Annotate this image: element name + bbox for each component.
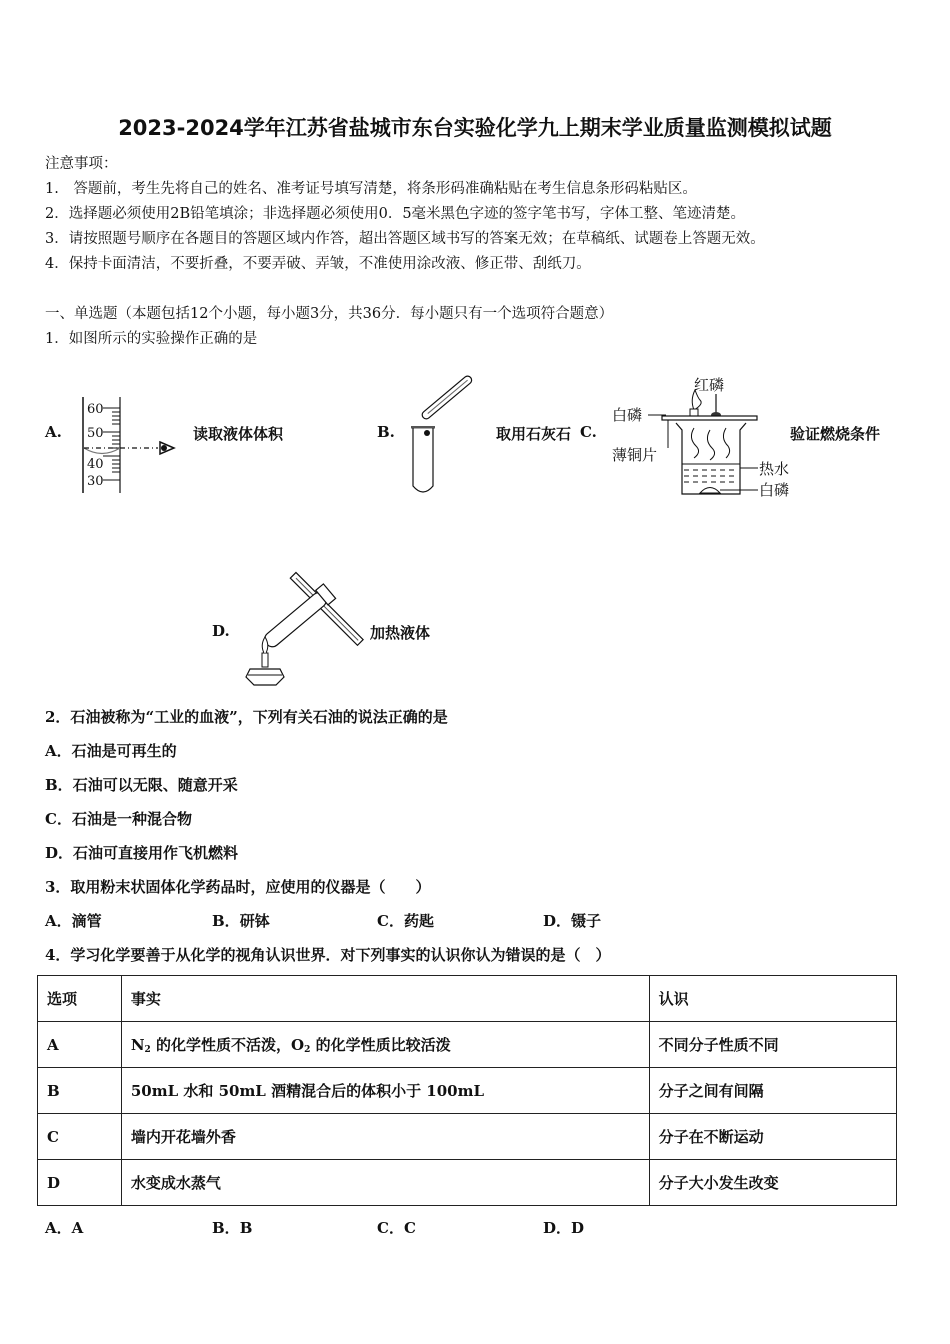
q4-option-c[interactable] bbox=[377, 1217, 416, 1238]
q4-option-a[interactable] bbox=[45, 1217, 83, 1238]
q3-stem: 3．取用粉末状固体化学药品时，应使用的仪器是（ ） bbox=[45, 878, 431, 896]
row-d-insight: 分子大小发生改变 bbox=[649, 1160, 896, 1206]
row-b-option: B bbox=[38, 1068, 122, 1114]
q4-option-d[interactable] bbox=[543, 1217, 584, 1238]
q3-option-b-label: B． bbox=[212, 912, 240, 930]
page-title: 2023-2024学年江苏省盐城市东台实验化学九上期末学业质量监测模拟试题 bbox=[118, 116, 832, 140]
q2-option-a-text: 石油是可再生的 bbox=[71, 742, 177, 760]
svg-text:60: 60 bbox=[87, 402, 104, 417]
test-tube-tweezers-icon bbox=[405, 368, 485, 498]
svg-text:薄铜片: 薄铜片 bbox=[612, 446, 658, 464]
q3-option-a-label: A． bbox=[45, 912, 72, 930]
notice-heading: 注意事项： bbox=[45, 156, 118, 172]
q3-option-c-text: 药匙 bbox=[403, 912, 434, 930]
notice-item-2: 2．选择题必须使用2B铅笔填涂；非选择题必须使用0．5毫米黑色字迹的签字笔书写，字体工整、笔迹清楚。 bbox=[45, 206, 746, 222]
q3-option-b-text: 研钵 bbox=[239, 912, 270, 930]
q1-option-d-label[interactable]: D. bbox=[212, 622, 230, 640]
table-row bbox=[38, 1022, 897, 1068]
row-d-option: D bbox=[38, 1160, 122, 1206]
q1-option-a-caption: 读取液体体积 bbox=[193, 425, 284, 443]
q2-option-b-text: 石油可以无限、随意开采 bbox=[72, 776, 238, 794]
q2-option-b-label: B． bbox=[45, 776, 73, 794]
svg-text:红磷: 红磷 bbox=[694, 376, 725, 394]
q1-option-b-label[interactable]: B. bbox=[377, 423, 395, 441]
q1-option-c-label[interactable]: C. bbox=[580, 423, 597, 441]
table-header-row bbox=[38, 976, 897, 1022]
q2-option-c-text: 石油是一种混合物 bbox=[71, 810, 192, 828]
q2-stem: 2．石油被称为“工业的血液”，下列有关石油的说法正确的是 bbox=[45, 708, 448, 726]
q3-option-a[interactable] bbox=[45, 910, 102, 931]
q3-option-d-label: D． bbox=[543, 912, 572, 930]
q1-option-d-caption: 加热液体 bbox=[370, 624, 431, 642]
row-b-fact: 50mL 水和 50mL 酒精混合后的体积小于 100mL bbox=[121, 1068, 649, 1114]
table-row bbox=[38, 1114, 897, 1160]
notice-item-1: 1. 答题前，考生先将自己的姓名、准考证号填写清楚，将条形码准确粘贴在考生信息条形码粘贴区。 bbox=[45, 181, 697, 197]
q3-option-b[interactable] bbox=[212, 910, 270, 931]
q4-option-a-text: A bbox=[71, 1219, 84, 1237]
q4-option-b[interactable] bbox=[212, 1217, 252, 1238]
heating-test-tube-icon bbox=[240, 565, 370, 690]
q3-option-c[interactable] bbox=[377, 910, 434, 931]
svg-text:50: 50 bbox=[87, 426, 104, 441]
q2-option-d-text: 石油可直接用作飞机燃料 bbox=[73, 844, 239, 862]
notice-item-3: 3．请按照题号顺序在各题目的答题区域内作答，超出答题区域书写的答案无效；在草稿纸、试题卷上答题无效。 bbox=[45, 231, 765, 247]
table-row bbox=[38, 1160, 897, 1206]
q3-option-d-text: 镊子 bbox=[571, 912, 602, 930]
q4-stem: 4．学习化学要善于从化学的视角认识世界．对下列事实的认识你认为错误的是（ ） bbox=[45, 946, 611, 964]
svg-text:30: 30 bbox=[87, 474, 104, 489]
q4-option-b-label: B． bbox=[212, 1219, 240, 1237]
q3-option-d[interactable] bbox=[543, 910, 601, 931]
section-heading: 一、单选题（本题包括12个小题，每小题3分，共36分．每小题只有一个选项符合题意） bbox=[45, 306, 614, 322]
combustion-beaker-icon bbox=[612, 368, 792, 498]
q1-option-c-caption: 验证燃烧条件 bbox=[790, 425, 881, 443]
q2-option-a[interactable] bbox=[45, 740, 177, 761]
q2-option-c[interactable] bbox=[45, 808, 192, 829]
q2-option-c-label: C． bbox=[45, 810, 72, 828]
graduated-cylinder-icon bbox=[78, 395, 188, 495]
header-fact: 事实 bbox=[121, 976, 649, 1022]
q3-option-c-label: C． bbox=[377, 912, 404, 930]
q2-option-d[interactable] bbox=[45, 842, 238, 863]
q4-option-d-text: D bbox=[571, 1219, 585, 1237]
q2-option-d-label: D． bbox=[45, 844, 74, 862]
q3-option-a-text: 滴管 bbox=[71, 912, 102, 930]
q1-option-a-label[interactable]: A. bbox=[45, 423, 62, 441]
row-d-fact: 水变成水蒸气 bbox=[121, 1160, 649, 1206]
svg-text:白磷: 白磷 bbox=[612, 406, 643, 424]
q2-option-b[interactable] bbox=[45, 774, 238, 795]
q4-option-a-label: A． bbox=[45, 1219, 72, 1237]
row-b-insight: 分子之间有间隔 bbox=[649, 1068, 896, 1114]
row-a-option: A bbox=[38, 1022, 122, 1068]
q4-option-b-text: B bbox=[239, 1219, 253, 1237]
svg-text:热水: 热水 bbox=[759, 460, 790, 478]
header-option: 选项 bbox=[38, 976, 122, 1022]
notice-item-4: 4．保持卡面清洁，不要折叠，不要弄破、弄皱，不准使用涂改液、修正带、刮纸刀。 bbox=[45, 256, 591, 272]
row-a-fact: $N_2$ 的化学性质不活泼，$O_2$ 的化学性质比较活泼 bbox=[121, 1022, 649, 1068]
svg-text:40: 40 bbox=[87, 457, 104, 472]
row-a-insight: 不同分子性质不同 bbox=[649, 1022, 896, 1068]
table-row bbox=[38, 1068, 897, 1114]
row-c-fact: 墙内开花墙外香 bbox=[121, 1114, 649, 1160]
q4-option-c-label: C． bbox=[377, 1219, 404, 1237]
svg-text:白磷: 白磷 bbox=[759, 481, 790, 499]
header-insight: 认识 bbox=[649, 976, 896, 1022]
q2-option-a-label: A． bbox=[45, 742, 72, 760]
q4-option-c-text: C bbox=[403, 1219, 416, 1237]
facts-table bbox=[37, 975, 897, 1206]
row-c-option: C bbox=[38, 1114, 122, 1160]
q1-stem: 1．如图所示的实验操作正确的是 bbox=[45, 331, 258, 347]
row-c-insight: 分子在不断运动 bbox=[649, 1114, 896, 1160]
q1-option-b-caption: 取用石灰石 bbox=[496, 425, 572, 443]
q4-option-d-label: D． bbox=[543, 1219, 572, 1237]
